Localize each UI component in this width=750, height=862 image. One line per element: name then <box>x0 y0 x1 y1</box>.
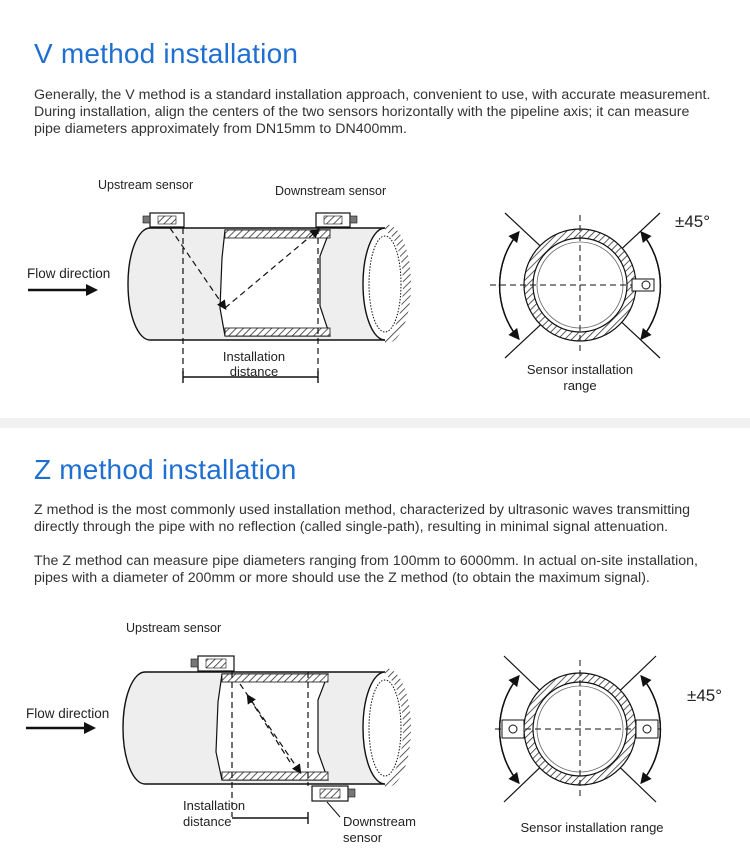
z-method-description-p2: The Z method can measure pipe diameters ranging from 100mm to 6000mm. In actual on-site installation, pipes with a diameter of 200mm or more should use the Z method (to obtain the maximum signal). <box>34 553 698 586</box>
v-pipe <box>128 228 407 340</box>
z-method-section <box>0 428 750 862</box>
z-method-title: Z method installation <box>34 454 297 485</box>
v-upstream-label: Upstream sensor <box>98 178 194 192</box>
z-distance-dimension <box>232 802 340 824</box>
v-cross-section <box>490 213 660 358</box>
z-downstream-label-2: sensor <box>343 830 383 845</box>
v-method-title: V method installation <box>34 38 299 69</box>
v-flow-arrow <box>28 284 98 296</box>
z-flow-arrow <box>26 722 96 734</box>
v-distance-label-1: Installation <box>222 349 286 364</box>
v-range-label-2: range <box>563 378 597 393</box>
z-distance-label-2: distance <box>183 814 232 829</box>
z-cross-section <box>495 656 665 802</box>
z-pipe <box>123 672 407 784</box>
z-method-diagram <box>0 612 750 862</box>
v-angle-label: ±45° <box>675 212 711 231</box>
v-downstream-label: Downstream sensor <box>275 184 387 198</box>
z-range-label: Sensor installation range <box>520 820 664 835</box>
v-flow-label: Flow direction <box>27 266 111 281</box>
v-distance-label-2: distance <box>229 364 279 379</box>
z-angle-label: ±45° <box>687 686 723 705</box>
v-method-section <box>0 0 750 418</box>
v-upstream-sensor <box>143 213 184 227</box>
z-flow-label: Flow direction <box>26 706 110 721</box>
z-upstream-sensor <box>191 656 234 671</box>
v-range-label-1: Sensor installation <box>526 362 634 377</box>
z-method-description-p1: Z method is the most commonly used installation method, characterized by ultrasonic waves transmitting directly through the pipe with no reflection (called single-path), resulting in minimal signal attenuation. <box>34 502 691 535</box>
z-upstream-label: Upstream sensor <box>126 621 222 635</box>
v-method-diagram <box>0 168 750 418</box>
z-downstream-sensor <box>312 786 355 801</box>
z-distance-label-1: Installation <box>183 798 246 813</box>
z-downstream-label-1: Downstream <box>343 814 416 829</box>
v-method-description: Generally, the V method is a standard installation approach, convenient to use, with accurate measurement. During installation, align the centers of the two sensors horizontally with the pipeline axis; it can measure pipe diameters approximately from DN15mm to DN400mm. <box>34 87 711 137</box>
section-divider <box>0 418 750 428</box>
v-downstream-sensor <box>316 213 357 227</box>
